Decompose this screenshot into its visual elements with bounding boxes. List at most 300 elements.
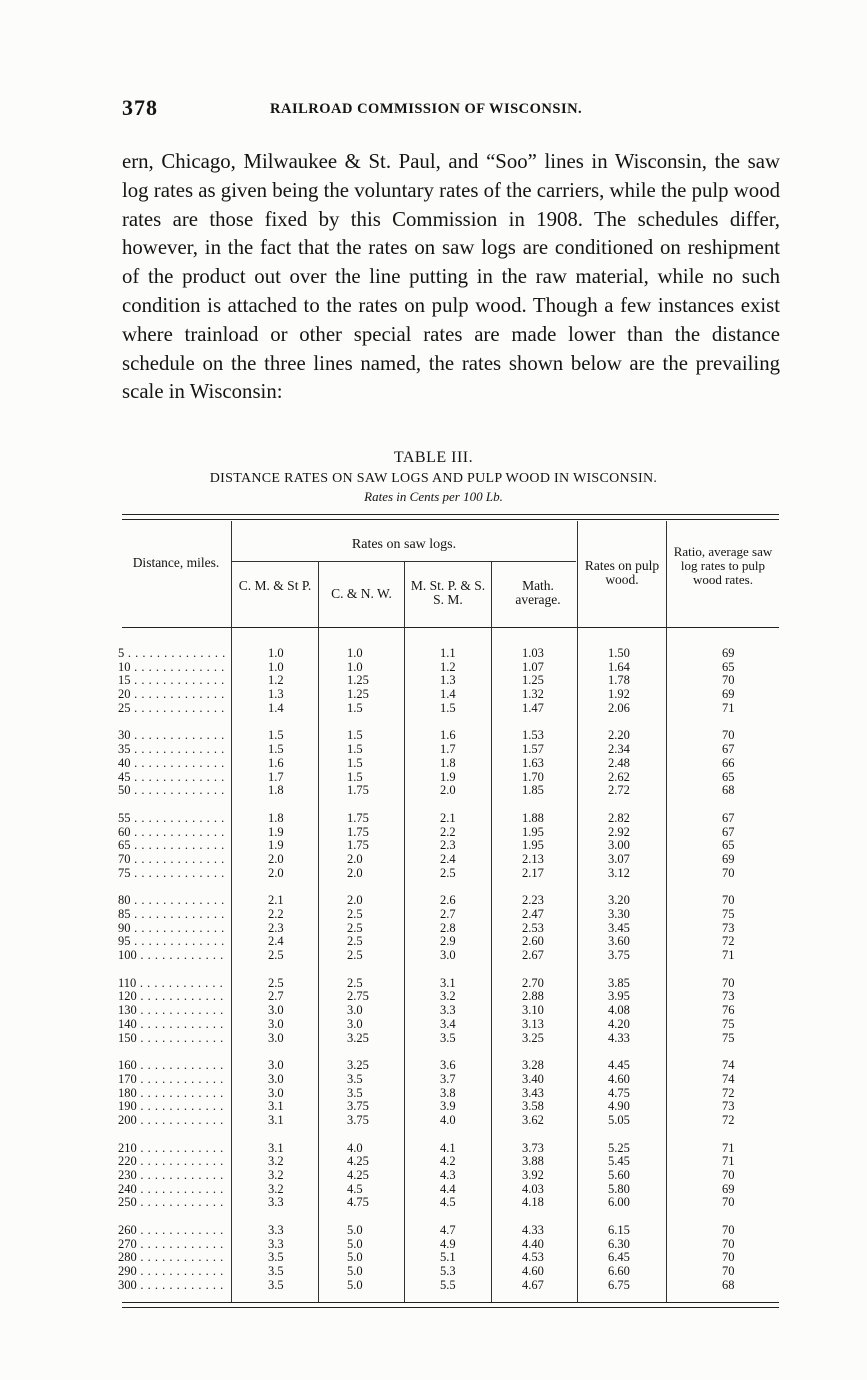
table-cell-cnw: 1.0 <box>347 659 363 674</box>
table-cell-ratio: 70 <box>722 975 735 990</box>
table-cell-cmstp: 3.3 <box>268 1223 284 1238</box>
table-cell-math: 1.85 <box>522 783 544 798</box>
table-cell-cnw: 4.0 <box>347 1140 363 1155</box>
table-cell-ratio: 72 <box>722 934 735 949</box>
table-cell-ratio: 71 <box>722 700 735 715</box>
table-cell-math: 1.53 <box>522 728 544 743</box>
header-cnw: C. & N. W. <box>331 586 392 601</box>
table-cell-distance: 150 . . . <box>118 1032 226 1046</box>
table-cell-mstp: 2.4 <box>440 851 456 866</box>
table-cell-distance: 260 . . . <box>118 1224 226 1238</box>
table-cell-cmstp: 3.1 <box>268 1112 284 1127</box>
row-group <box>268 647 318 715</box>
table-cell-mstp: 4.7 <box>440 1223 456 1238</box>
table-cell-cmstp: 2.0 <box>268 851 284 866</box>
table-cell-math: 3.62 <box>522 1112 544 1127</box>
table-cell-pulp: 1.78 <box>608 673 630 688</box>
table-top-rule <box>122 514 779 515</box>
row-group <box>118 977 226 1045</box>
table-cell-cnw: 2.5 <box>347 948 363 963</box>
table-cell-math: 1.95 <box>522 824 544 839</box>
table-cell-pulp: 6.00 <box>608 1195 630 1210</box>
table-cell-mstp: 3.3 <box>440 1003 456 1018</box>
table-cell-cmstp: 1.8 <box>268 783 284 798</box>
table-cell-cmstp: 1.5 <box>268 742 284 757</box>
table-cell-cnw: 3.25 <box>347 1058 369 1073</box>
table-cell-pulp: 2.82 <box>608 810 630 825</box>
table-cell-distance: 65 . . . <box>118 839 226 853</box>
table-cell-ratio: 72 <box>722 1085 735 1100</box>
row-group <box>268 894 318 962</box>
row-group <box>268 729 318 797</box>
table-cell-distance: 75 . . . <box>118 867 226 881</box>
row-group <box>522 812 572 880</box>
table-cell-distance: 55 . . . <box>118 812 226 826</box>
table-cell-math: 3.10 <box>522 1003 544 1018</box>
table-cell-math: 2.17 <box>522 865 544 880</box>
table-cell-cnw: 5.0 <box>347 1223 363 1238</box>
row-group <box>268 1224 318 1292</box>
table-cell-distance: 20 . . . <box>118 688 226 702</box>
table-cell-distance: 130 . . . <box>118 1004 226 1018</box>
table-cell-cnw: 1.0 <box>347 646 363 660</box>
table-cell-pulp: 3.45 <box>608 920 630 935</box>
table-cell-cnw: 5.0 <box>347 1236 363 1251</box>
table-cell-pulp: 4.60 <box>608 1071 630 1086</box>
table-cell-cmstp: 3.0 <box>268 1003 284 1018</box>
table-units: Rates in Cents per 100 Lb. <box>364 489 503 504</box>
table-cell-pulp: 1.50 <box>608 646 630 660</box>
table-cell-math: 3.73 <box>522 1140 544 1155</box>
row-group <box>440 729 485 797</box>
col-divider-2 <box>318 561 319 1302</box>
table-cell-mstp: 4.2 <box>440 1154 456 1169</box>
header-cmstp: C. M. & St P. <box>238 578 312 593</box>
row-group <box>118 729 226 797</box>
column-cmstp <box>268 647 318 1307</box>
table-cell-cmstp: 3.1 <box>268 1140 284 1155</box>
table-cell-ratio: 70 <box>722 1195 735 1210</box>
table-cell-mstp: 3.8 <box>440 1085 456 1100</box>
table-cell-math: 4.03 <box>522 1181 544 1196</box>
table-cell-distance: 120 . . . <box>118 990 226 1004</box>
table-cell-cmstp: 3.5 <box>268 1250 284 1265</box>
table-cell-distance: 220 . . . <box>118 1155 226 1169</box>
table-cell-cmstp: 3.2 <box>268 1181 284 1196</box>
row-group <box>522 977 572 1045</box>
table-cell-distance: 250 . . . <box>118 1196 226 1210</box>
table-cell-math: 1.03 <box>522 646 544 660</box>
table-cell-pulp: 5.60 <box>608 1168 630 1182</box>
table-cell-pulp: 3.85 <box>608 975 630 990</box>
row-group <box>722 812 752 880</box>
table-cell-math: 4.18 <box>522 1195 544 1210</box>
table-cell-ratio: 70 <box>722 1223 735 1238</box>
row-group <box>522 1224 572 1292</box>
table-cell-math: 1.63 <box>522 755 544 770</box>
row-group <box>347 1142 402 1210</box>
row-group <box>118 1224 226 1292</box>
row-group <box>522 1142 572 1210</box>
table-cell-cmstp: 2.3 <box>268 920 284 935</box>
table-cell-distance: 290 . . . <box>118 1265 226 1279</box>
table-cell-math: 4.53 <box>522 1250 544 1265</box>
table-cell-math: 1.07 <box>522 659 544 674</box>
table-cell-distance: 90 . . . <box>118 922 226 936</box>
table-cell-pulp: 2.62 <box>608 769 630 784</box>
table-cell-ratio: 70 <box>722 1236 735 1251</box>
table-cell-mstp: 3.7 <box>440 1071 456 1086</box>
table-cell-mstp: 3.6 <box>440 1058 456 1073</box>
table-cell-mstp: 2.0 <box>440 783 456 798</box>
table-cell-cnw: 2.0 <box>347 851 363 866</box>
table-cell-math: 4.67 <box>522 1277 544 1292</box>
table-bottom-rule-2 <box>122 1307 779 1308</box>
table-cell-cnw: 2.5 <box>347 934 363 949</box>
table-cell-pulp: 2.72 <box>608 783 630 798</box>
row-group <box>522 647 572 715</box>
table-cell-pulp: 2.48 <box>608 755 630 770</box>
row-group <box>118 647 226 715</box>
running-head: RAILROAD COMMISSION OF WISCONSIN. <box>270 101 583 117</box>
table-cell-math: 1.88 <box>522 810 544 825</box>
table-top-rule-2 <box>122 519 779 520</box>
table-cell-ratio: 67 <box>722 824 735 839</box>
row-group <box>118 812 226 880</box>
page-number: 378 <box>122 95 158 120</box>
table-cell-cmstp: 3.5 <box>268 1264 284 1279</box>
table-cell-ratio: 70 <box>722 893 735 908</box>
row-group <box>722 1142 752 1210</box>
table-cell-pulp: 4.90 <box>608 1099 630 1114</box>
table-cell-cnw: 5.0 <box>347 1277 363 1292</box>
table-cell-pulp: 3.12 <box>608 865 630 880</box>
table-cell-math: 3.58 <box>522 1099 544 1114</box>
table-cell-cnw: 4.5 <box>347 1181 363 1196</box>
table-cell-cnw: 1.75 <box>347 810 369 825</box>
col-divider-5 <box>577 521 578 1302</box>
table-cell-distance: 30 . . . <box>118 729 226 743</box>
page-header <box>122 95 782 125</box>
table-cell-cnw: 3.25 <box>347 1030 369 1045</box>
table-cell-mstp: 5.3 <box>440 1264 456 1279</box>
table-cell-distance: 35 . . . <box>118 743 226 757</box>
table-cell-ratio: 70 <box>722 1250 735 1265</box>
table-cell-distance: 10 . . . <box>118 661 226 675</box>
table-cell-math: 3.40 <box>522 1071 544 1086</box>
table-cell-mstp: 1.9 <box>440 769 456 784</box>
table-cell-math: 1.57 <box>522 742 544 757</box>
table-cell-distance: 270 . . . <box>118 1238 226 1252</box>
table-cell-cnw: 4.25 <box>347 1168 369 1182</box>
table-cell-cmstp: 1.7 <box>268 769 284 784</box>
table-cell-cnw: 2.5 <box>347 975 363 990</box>
table-cell-math: 2.47 <box>522 907 544 921</box>
table-cell-cmstp: 3.3 <box>268 1236 284 1251</box>
table-cell-cnw: 1.75 <box>347 783 369 798</box>
column-distance <box>118 647 226 1307</box>
row-group <box>347 1059 402 1127</box>
table-cell-math: 2.60 <box>522 934 544 949</box>
table-cell-math: 2.53 <box>522 920 544 935</box>
row-group <box>440 647 485 715</box>
table-cell-ratio: 65 <box>722 659 735 674</box>
table-cell-cnw: 1.5 <box>347 755 363 770</box>
table-cell-mstp: 2.1 <box>440 810 456 825</box>
table-cell-math: 4.60 <box>522 1264 544 1279</box>
table-cell-distance: 85 . . . <box>118 908 226 922</box>
column-ratio <box>722 647 752 1307</box>
table-cell-cmstp: 3.0 <box>268 1085 284 1100</box>
table-cell-mstp: 1.4 <box>440 687 456 702</box>
table-cell-distance: 5 . . . <box>118 647 226 661</box>
table-cell-ratio: 74 <box>722 1071 735 1086</box>
column-mstp <box>440 647 485 1307</box>
table-title: TABLE III. <box>393 449 474 466</box>
table-cell-mstp: 3.2 <box>440 989 456 1004</box>
table-cell-cnw: 3.0 <box>347 1016 363 1031</box>
col-divider-4 <box>491 561 492 1302</box>
table-cell-distance: 50 . . . <box>118 784 226 798</box>
row-group <box>608 812 658 880</box>
table-cell-ratio: 74 <box>722 1058 735 1073</box>
table-cell-distance: 210 . . . <box>118 1142 226 1156</box>
table-cell-cnw: 3.75 <box>347 1099 369 1114</box>
table-cell-distance: 70 . . . <box>118 853 226 867</box>
row-group <box>268 812 318 880</box>
table-cell-mstp: 4.9 <box>440 1236 456 1251</box>
table-cell-pulp: 2.20 <box>608 728 630 743</box>
column-math-average <box>522 647 572 1307</box>
table-cell-math: 3.25 <box>522 1030 544 1045</box>
table-cell-ratio: 68 <box>722 783 735 798</box>
table-cell-cnw: 1.75 <box>347 838 369 853</box>
table-cell-mstp: 1.3 <box>440 673 456 688</box>
table-cell-math: 2.13 <box>522 851 544 866</box>
row-group <box>440 894 485 962</box>
body-paragraph-block <box>122 148 780 407</box>
table-cell-pulp: 1.64 <box>608 659 630 674</box>
table-cell-mstp: 4.3 <box>440 1168 456 1182</box>
row-group <box>118 894 226 962</box>
row-group <box>440 977 485 1045</box>
table-cell-ratio: 68 <box>722 1277 735 1292</box>
table-cell-distance: 300 . . . <box>118 1279 226 1293</box>
table-cell-pulp: 1.92 <box>608 687 630 702</box>
table-cell-ratio: 75 <box>722 1016 735 1031</box>
table-cell-pulp: 2.34 <box>608 742 630 757</box>
table-cell-cnw: 1.25 <box>347 673 369 688</box>
table-cell-distance: 15 . . . <box>118 674 226 688</box>
table-cell-pulp: 4.45 <box>608 1058 630 1073</box>
table-cell-cmstp: 3.2 <box>268 1168 284 1182</box>
table-cell-ratio: 73 <box>722 1099 735 1114</box>
table-cell-pulp: 5.45 <box>608 1154 630 1169</box>
row-group <box>722 1059 752 1127</box>
table-cell-ratio: 71 <box>722 1154 735 1169</box>
table-cell-mstp: 2.8 <box>440 920 456 935</box>
col-divider-3 <box>404 561 405 1302</box>
table-cell-cmstp: 3.0 <box>268 1016 284 1031</box>
table-cell-mstp: 3.5 <box>440 1030 456 1045</box>
table-cell-cmstp: 1.9 <box>268 838 284 853</box>
table-cell-mstp: 2.6 <box>440 893 456 908</box>
table-cell-distance: 80 . . . <box>118 894 226 908</box>
row-group <box>608 1224 658 1292</box>
table-cell-distance: 230 . . . <box>118 1169 226 1183</box>
table-cell-ratio: 69 <box>722 1181 735 1196</box>
row-group <box>268 977 318 1045</box>
table-cell-cmstp: 2.5 <box>268 948 284 963</box>
table-cell-distance: 160 . . . <box>118 1059 226 1073</box>
table-cell-distance: 170 . . . <box>118 1073 226 1087</box>
table-subtitle: DISTANCE RATES ON SAW LOGS AND PULP WOOD IN WISCONSIN. <box>209 471 658 486</box>
table-cell-mstp: 1.6 <box>440 728 456 743</box>
row-group <box>722 894 752 962</box>
row-group <box>608 894 658 962</box>
table-cell-cnw: 2.5 <box>347 920 363 935</box>
table-cell-cmstp: 2.0 <box>268 865 284 880</box>
row-group <box>347 894 402 962</box>
table-cell-cmstp: 3.0 <box>268 1058 284 1073</box>
table-cell-ratio: 69 <box>722 646 735 660</box>
table-cell-cmstp: 3.2 <box>268 1154 284 1169</box>
table-cell-cmstp: 1.5 <box>268 728 284 743</box>
header-distance: Distance, miles. <box>132 555 220 570</box>
table-cell-ratio: 69 <box>722 687 735 702</box>
row-group <box>608 977 658 1045</box>
table-cell-mstp: 2.9 <box>440 934 456 949</box>
table-cell-distance: 240 . . . <box>118 1183 226 1197</box>
table-cell-mstp: 2.2 <box>440 824 456 839</box>
table-cell-ratio: 70 <box>722 865 735 880</box>
table-cell-ratio: 73 <box>722 920 735 935</box>
table-cell-cmstp: 1.9 <box>268 824 284 839</box>
table-cell-cnw: 4.75 <box>347 1195 369 1210</box>
table-cell-pulp: 4.75 <box>608 1085 630 1100</box>
table-cell-pulp: 5.05 <box>608 1112 630 1127</box>
table-cell-pulp: 5.25 <box>608 1140 630 1155</box>
row-group <box>522 729 572 797</box>
table-cell-math: 3.28 <box>522 1058 544 1073</box>
row-group <box>440 812 485 880</box>
col-divider-6 <box>666 521 667 1302</box>
header-mstp: M. St. P. & S. S. M. <box>410 578 486 607</box>
table-cell-pulp: 5.80 <box>608 1181 630 1196</box>
table-cell-cnw: 1.5 <box>347 742 363 757</box>
table-cell-cnw: 2.5 <box>347 907 363 921</box>
table-cell-distance: 45 . . . <box>118 771 226 785</box>
table-cell-cmstp: 2.2 <box>268 907 284 921</box>
table-cell-mstp: 1.8 <box>440 755 456 770</box>
table-cell-math: 3.13 <box>522 1016 544 1031</box>
table-cell-cmstp: 1.6 <box>268 755 284 770</box>
table-cell-distance: 40 . . . <box>118 757 226 771</box>
header-pulp-wood: Rates on pulp wood. <box>584 558 660 587</box>
table-cell-ratio: 73 <box>722 989 735 1004</box>
table-cell-cmstp: 1.8 <box>268 810 284 825</box>
table-cell-math: 1.25 <box>522 673 544 688</box>
row-group <box>722 647 752 715</box>
table-cell-ratio: 75 <box>722 907 735 921</box>
table-cell-ratio: 67 <box>722 742 735 757</box>
table-cell-mstp: 2.7 <box>440 907 456 921</box>
table-cell-pulp: 3.07 <box>608 851 630 866</box>
table-cell-cnw: 1.5 <box>347 700 363 715</box>
table-cell-cnw: 2.0 <box>347 893 363 908</box>
table-cell-math: 2.23 <box>522 893 544 908</box>
table-cell-cnw: 5.0 <box>347 1250 363 1265</box>
table-cell-distance: 180 . . . <box>118 1087 226 1101</box>
table-cell-cnw: 3.5 <box>347 1085 363 1100</box>
column-cnw <box>347 647 402 1307</box>
table-cell-math: 2.70 <box>522 975 544 990</box>
table-cell-math: 4.40 <box>522 1236 544 1251</box>
table-cell-cmstp: 3.0 <box>268 1071 284 1086</box>
table-cell-pulp: 6.15 <box>608 1223 630 1238</box>
table-cell-cmstp: 2.4 <box>268 934 284 949</box>
table-cell-mstp: 3.9 <box>440 1099 456 1114</box>
table-cell-ratio: 67 <box>722 810 735 825</box>
row-group <box>347 647 402 715</box>
row-group <box>608 647 658 715</box>
table-cell-math: 4.33 <box>522 1223 544 1238</box>
row-group <box>118 1142 226 1210</box>
table-cell-pulp: 6.60 <box>608 1264 630 1279</box>
header-saw-logs-group: Rates on saw logs. <box>351 537 457 552</box>
table-cell-distance: 280 . . . <box>118 1251 226 1265</box>
table-cell-ratio: 65 <box>722 838 735 853</box>
row-group <box>722 729 752 797</box>
table-cell-math: 1.32 <box>522 687 544 702</box>
table-cell-mstp: 1.5 <box>440 700 456 715</box>
table-cell-math: 2.88 <box>522 989 544 1004</box>
row-group <box>347 977 402 1045</box>
row-group <box>268 1059 318 1127</box>
col-divider-1 <box>231 521 232 1302</box>
table-cell-cnw: 1.5 <box>347 728 363 743</box>
table-cell-cnw: 1.25 <box>347 687 369 702</box>
table-cell-cmstp: 1.3 <box>268 687 284 702</box>
table-cell-mstp: 1.1 <box>440 646 456 660</box>
table-cell-ratio: 66 <box>722 755 735 770</box>
table-cell-mstp: 3.1 <box>440 975 456 990</box>
table-cell-ratio: 76 <box>722 1003 735 1018</box>
table-cell-pulp: 2.92 <box>608 824 630 839</box>
table-cell-pulp: 3.30 <box>608 907 630 921</box>
table-cell-pulp: 3.60 <box>608 934 630 949</box>
row-group <box>608 729 658 797</box>
table-cell-math: 3.92 <box>522 1168 544 1182</box>
table-cell-cmstp: 2.1 <box>268 893 284 908</box>
table-cell-ratio: 70 <box>722 1264 735 1279</box>
table-cell-mstp: 5.1 <box>440 1250 456 1265</box>
table-cell-pulp: 3.75 <box>608 948 630 963</box>
row-group <box>440 1224 485 1292</box>
table-cell-cnw: 3.0 <box>347 1003 363 1018</box>
table-cell-pulp: 6.30 <box>608 1236 630 1251</box>
table-cell-cnw: 5.0 <box>347 1264 363 1279</box>
table-cell-pulp: 3.00 <box>608 838 630 853</box>
table-cell-math: 2.67 <box>522 948 544 963</box>
row-group <box>118 1059 226 1127</box>
table-cell-pulp: 6.45 <box>608 1250 630 1265</box>
row-group <box>347 1224 402 1292</box>
table-cell-mstp: 1.7 <box>440 742 456 757</box>
table-cell-ratio: 70 <box>722 1168 735 1182</box>
table-cell-mstp: 4.0 <box>440 1112 456 1127</box>
table-cell-cmstp: 1.0 <box>268 659 284 674</box>
